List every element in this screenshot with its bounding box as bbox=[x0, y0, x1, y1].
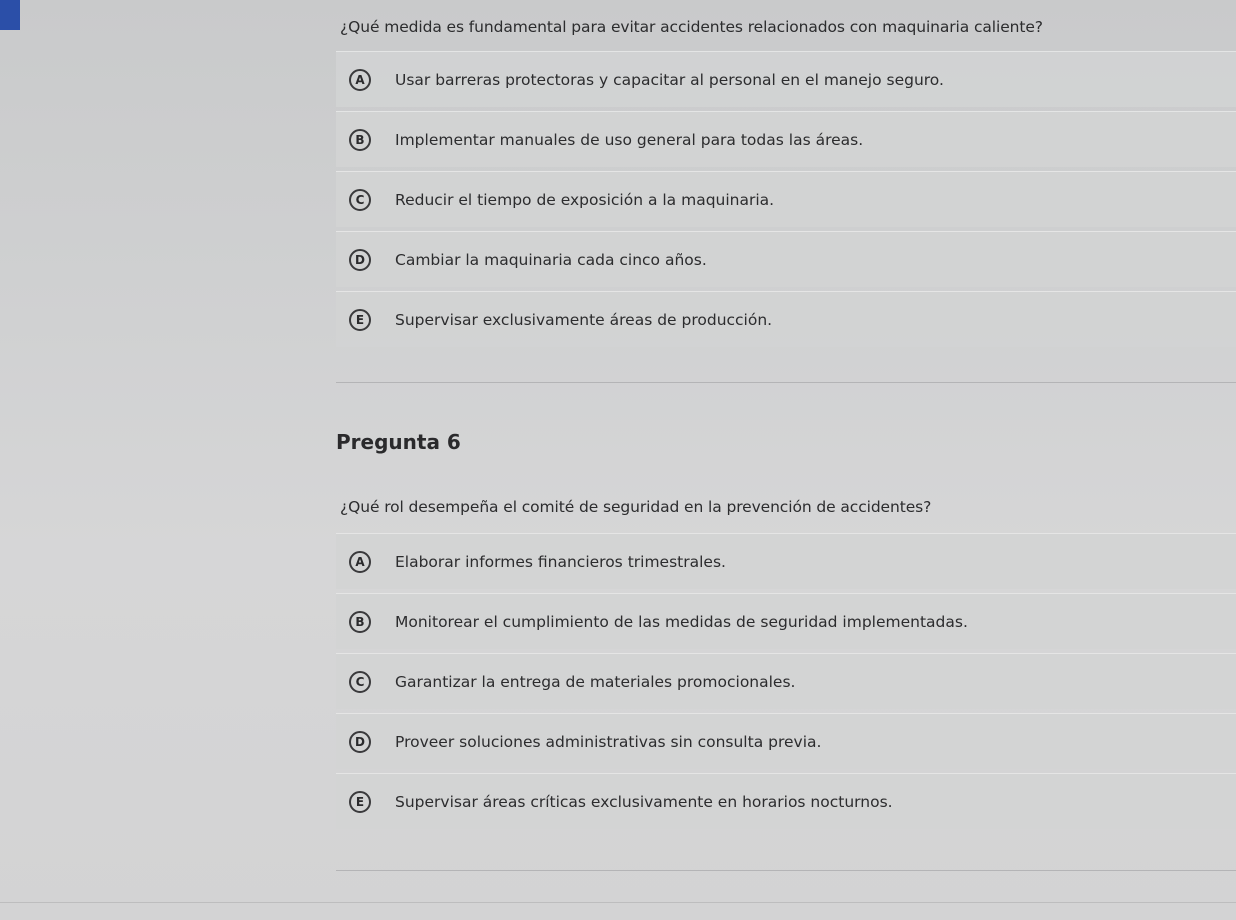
option-letter-badge: B bbox=[349, 611, 371, 633]
option-label: Reducir el tiempo de exposición a la maquinaria. bbox=[395, 190, 775, 209]
option-label: Usar barreras protectoras y capacitar al personal en el manejo seguro. bbox=[395, 70, 944, 89]
option-label: Proveer soluciones administrativas sin consulta previa. bbox=[395, 732, 822, 751]
option-label: Garantizar la entrega de materiales promocionales. bbox=[395, 672, 796, 691]
option-letter-badge: C bbox=[349, 189, 371, 211]
option-letter-badge: A bbox=[349, 69, 371, 91]
question-5-options bbox=[336, 51, 1236, 351]
option-label: Supervisar áreas críticas exclusivamente en horarios nocturnos. bbox=[395, 792, 893, 811]
option-letter-badge: C bbox=[349, 671, 371, 693]
corner-accent-mark bbox=[0, 0, 20, 30]
option-label: Cambiar la maquinaria cada cinco años. bbox=[395, 250, 707, 269]
q5-option-e[interactable] bbox=[336, 291, 1236, 347]
q5-option-c[interactable] bbox=[336, 171, 1236, 227]
page-bottom-border bbox=[0, 902, 1236, 903]
option-letter-badge: B bbox=[349, 129, 371, 151]
option-label: Implementar manuales de uso general para todas las áreas. bbox=[395, 130, 864, 149]
q5-option-d[interactable] bbox=[336, 231, 1236, 287]
option-letter-badge: E bbox=[349, 309, 371, 331]
q6-option-c[interactable] bbox=[336, 653, 1236, 709]
question-divider bbox=[336, 382, 1236, 383]
question-5-text: ¿Qué medida es fundamental para evitar accidentes relacionados con maquinaria caliente? bbox=[340, 18, 1043, 36]
quiz-content bbox=[336, 0, 1236, 920]
q6-option-b[interactable] bbox=[336, 593, 1236, 649]
option-letter-badge: A bbox=[349, 551, 371, 573]
question-6-text: ¿Qué rol desempeña el comité de seguridad en la prevención de accidentes? bbox=[340, 498, 932, 516]
option-letter-badge: D bbox=[349, 249, 371, 271]
option-label: Elaborar informes financieros trimestrales. bbox=[395, 552, 726, 571]
q6-option-e[interactable] bbox=[336, 773, 1236, 829]
question-6-title: Pregunta 6 bbox=[336, 430, 461, 454]
option-label: Monitorear el cumplimiento de las medidas de seguridad implementadas. bbox=[395, 612, 968, 631]
option-letter-badge: E bbox=[349, 791, 371, 813]
q5-option-a[interactable] bbox=[336, 51, 1236, 107]
q5-option-b[interactable] bbox=[336, 111, 1236, 167]
q6-option-d[interactable] bbox=[336, 713, 1236, 769]
option-label: Supervisar exclusivamente áreas de producción. bbox=[395, 310, 773, 329]
option-letter-badge: D bbox=[349, 731, 371, 753]
question-6-options bbox=[336, 533, 1236, 833]
question-divider bbox=[336, 870, 1236, 871]
q6-option-a[interactable] bbox=[336, 533, 1236, 589]
